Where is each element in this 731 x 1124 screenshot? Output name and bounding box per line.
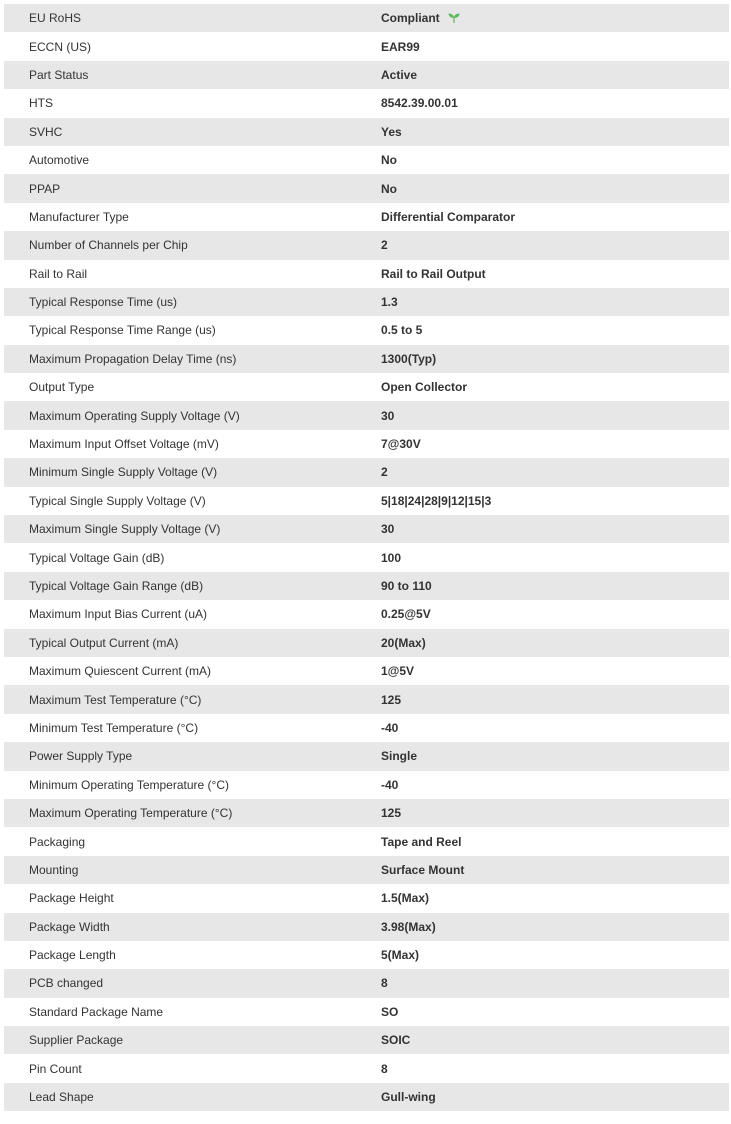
spec-row [4,742,729,770]
spec-label: Package Height [29,891,114,906]
spec-value-text: 1.3 [381,295,398,310]
spec-value [356,1005,729,1019]
spec-label: Manufacturer Type [29,209,129,224]
spec-label: Maximum Operating Temperature (°C) [29,806,233,821]
spec-row [4,203,729,231]
spec-value [356,267,729,281]
spec-label: Typical Response Time (us) [29,295,178,310]
spec-value-text: -40 [381,720,399,735]
spec-value-text: 30 [381,522,395,537]
spec-value-text: 3.98(Max) [381,919,436,934]
spec-label: Package Length [29,948,116,963]
leaf-icon [447,12,461,24]
spec-value-text: 30 [381,408,395,423]
spec-value-text: Open Collector [381,380,468,395]
spec-label: Part Status [29,67,89,82]
spec-row [4,969,729,997]
spec-value [356,96,729,110]
spec-value [356,721,729,735]
spec-row [4,430,729,458]
spec-row [4,998,729,1026]
spec-value-text: 7@30V [381,437,421,452]
spec-value-text: 1@5V [381,664,415,679]
spec-label: Typical Voltage Gain (dB) [29,550,165,565]
spec-label: Power Supply Type [29,749,133,764]
spec-value [356,607,729,621]
spec-label: Packaging [29,834,86,849]
spec-row [4,458,729,486]
spec-value-text: 125 [381,692,402,707]
spec-label: Output Type [29,380,95,395]
spec-value [356,494,729,508]
spec-value [356,1062,729,1076]
spec-value [356,380,729,394]
spec-value-text: -40 [381,777,399,792]
spec-row [4,884,729,912]
spec-value [356,778,729,792]
spec-label: Maximum Test Temperature (°C) [29,692,202,707]
spec-value [356,182,729,196]
spec-value [356,636,729,650]
spec-row [4,629,729,657]
spec-row [4,1026,729,1054]
spec-row [4,316,729,344]
spec-row [4,657,729,685]
spec-value [356,891,729,905]
spec-value [356,68,729,82]
spec-value [356,323,729,337]
spec-value [356,664,729,678]
spec-value [356,863,729,877]
spec-label: Maximum Operating Supply Voltage (V) [29,408,240,423]
spec-row [4,543,729,571]
spec-value-text: Compliant [381,11,440,26]
spec-value [356,153,729,167]
spec-value [356,835,729,849]
spec-label: EU RoHS [29,11,82,26]
spec-label: Maximum Quiescent Current (mA) [29,664,212,679]
spec-value-text: 8542.39.00.01 [381,96,458,111]
spec-table [4,4,729,1111]
spec-row [4,771,729,799]
spec-row [4,231,729,259]
spec-row [4,61,729,89]
spec-value [356,465,729,479]
spec-label: PCB changed [29,976,104,991]
spec-label: Minimum Single Supply Voltage (V) [29,465,218,480]
spec-row [4,373,729,401]
spec-value [356,125,729,139]
spec-label: Minimum Operating Temperature (°C) [29,777,229,792]
spec-value-text: No [381,181,397,196]
spec-row [4,288,729,316]
spec-value [356,948,729,962]
spec-row [4,89,729,117]
spec-value [356,976,729,990]
spec-value-text: Rail to Rail Output [381,266,486,281]
spec-value [356,806,729,820]
spec-value [356,579,729,593]
spec-value [356,693,729,707]
spec-row [4,1054,729,1082]
spec-row [4,1083,729,1111]
spec-value-text: Gull-wing [381,1090,436,1105]
spec-value-text: Yes [381,124,402,139]
spec-row [4,146,729,174]
spec-value [356,11,729,25]
spec-label: Typical Response Time Range (us) [29,323,216,338]
spec-value [356,551,729,565]
spec-value-text: 1300(Typ) [381,351,437,366]
spec-row [4,685,729,713]
spec-row [4,515,729,543]
spec-label: Lead Shape [29,1090,94,1105]
spec-row [4,260,729,288]
spec-label: Typical Output Current (mA) [29,635,179,650]
spec-row [4,32,729,60]
spec-value-text: 2 [381,238,388,253]
spec-value [356,210,729,224]
spec-label: ECCN (US) [29,39,91,54]
spec-row [4,913,729,941]
spec-row [4,401,729,429]
spec-value-text: 8 [381,1061,388,1076]
spec-row [4,714,729,742]
spec-label: Typical Single Supply Voltage (V) [29,493,206,508]
spec-value-text: 20(Max) [381,635,426,650]
spec-value-text: 5(Max) [381,948,420,963]
spec-row [4,4,729,32]
spec-row [4,856,729,884]
spec-label: Typical Voltage Gain Range (dB) [29,579,204,593]
spec-value-text: Surface Mount [381,862,465,877]
spec-label: Minimum Test Temperature (°C) [29,720,199,735]
spec-label: Standard Package Name [29,1004,164,1019]
spec-row [4,572,729,600]
spec-row [4,799,729,827]
spec-value-text: 0.5 to 5 [381,323,423,338]
spec-value-text: EAR99 [381,39,420,54]
spec-value [356,437,729,451]
spec-value-text: Active [381,67,418,82]
spec-value [356,40,729,54]
spec-label: Maximum Propagation Delay Time (ns) [29,351,237,366]
spec-value-text: 90 to 110 [381,579,432,593]
spec-label: HTS [29,96,53,111]
spec-label: Supplier Package [29,1033,124,1048]
spec-label: SVHC [29,124,63,139]
spec-value [356,295,729,309]
spec-row [4,827,729,855]
spec-label: Maximum Single Supply Voltage (V) [29,522,221,537]
spec-label: Maximum Input Offset Voltage (mV) [29,437,219,452]
spec-value [356,409,729,423]
spec-value [356,749,729,763]
spec-label: Maximum Input Bias Current (uA) [29,607,208,622]
spec-row [4,487,729,515]
spec-value-text: 5|18|24|28|9|12|15|3 [381,493,492,508]
spec-label: Package Width [29,919,110,934]
spec-value-text: 125 [381,806,402,821]
spec-value [356,1090,729,1104]
spec-value-text: Tape and Reel [381,834,462,849]
spec-row [4,174,729,202]
spec-value [356,352,729,366]
spec-row [4,941,729,969]
spec-value [356,522,729,536]
spec-value-text: 1.5(Max) [381,891,430,906]
spec-value-text: Single [381,749,418,764]
spec-row [4,600,729,628]
spec-label: Pin Count [29,1061,82,1076]
spec-value-text: 0.25@5V [381,607,431,622]
spec-value [356,920,729,934]
spec-label: Rail to Rail [29,266,88,281]
spec-value [356,1033,729,1047]
spec-value-text: No [381,153,397,168]
spec-value-text: 100 [381,550,402,565]
spec-row [4,345,729,373]
spec-label: Mounting [29,862,79,877]
spec-value-text: SOIC [381,1033,411,1048]
spec-label: PPAP [29,181,61,196]
spec-value-text: 8 [381,976,388,991]
spec-value-text: Differential Comparator [381,209,516,224]
spec-label: Automotive [29,153,90,168]
spec-row [4,118,729,146]
spec-value-text: 2 [381,465,388,480]
spec-label: Number of Channels per Chip [29,238,188,253]
spec-value-text: SO [381,1004,399,1019]
spec-value [356,238,729,252]
